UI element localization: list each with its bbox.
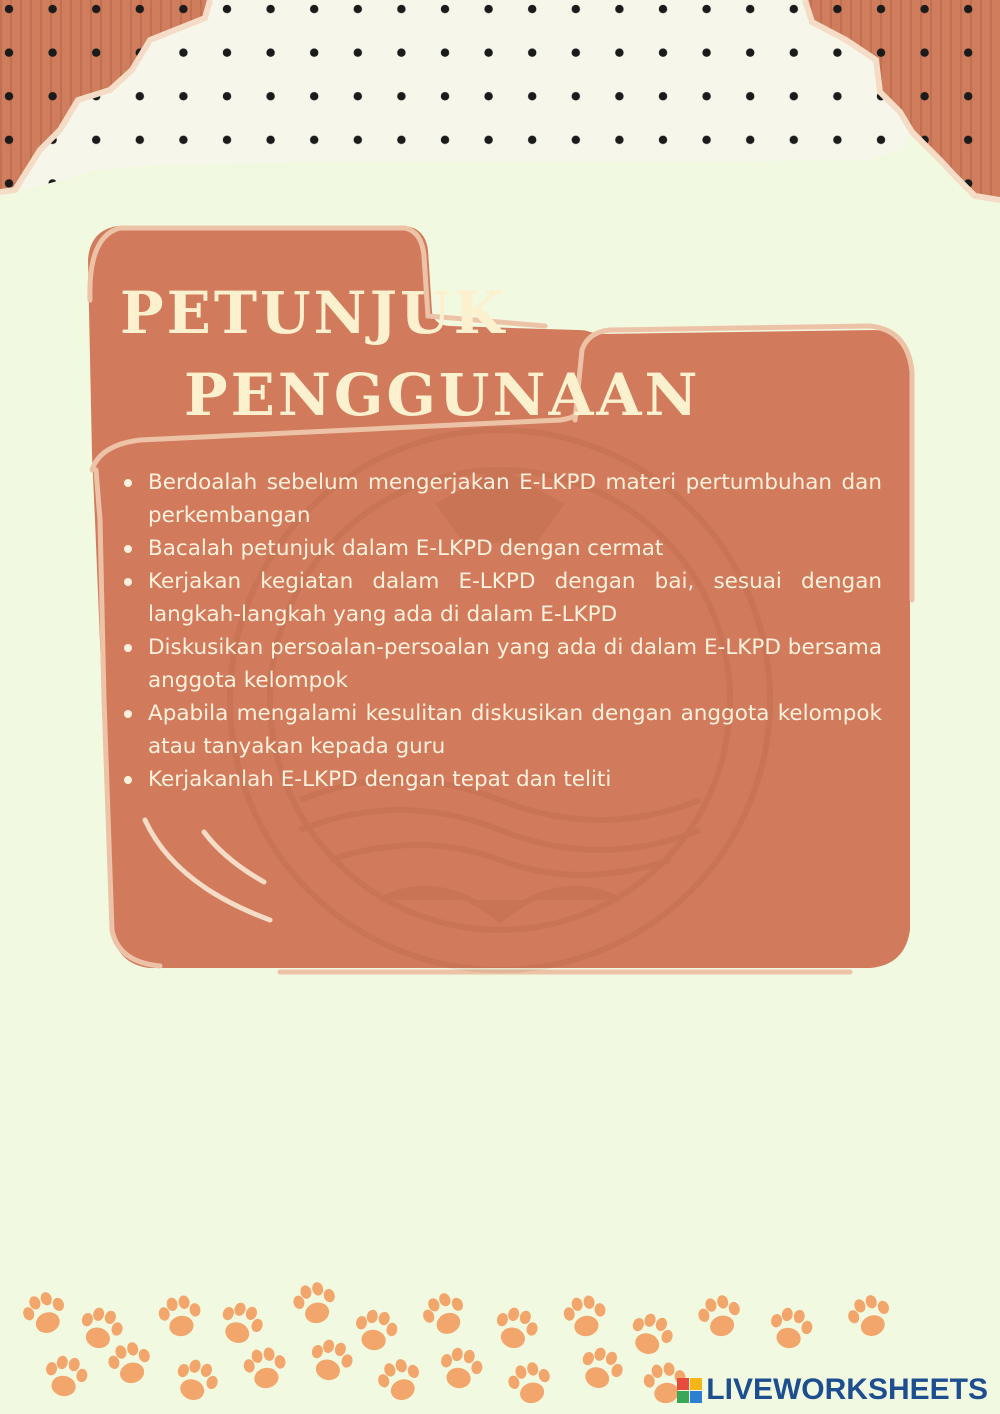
paw-print-icon xyxy=(105,1339,156,1388)
list-item-text: Berdoalah sebelum mengerjakan E-LKPD materi pertumbuhan dan perkembangan xyxy=(148,470,882,528)
brand-icon xyxy=(677,1378,702,1403)
list-item-text: Kerjakanlah E-LKPD dengan tepat dan teliti xyxy=(148,767,612,792)
paw-print-icon xyxy=(215,1298,268,1350)
paw-print-icon xyxy=(437,1345,485,1391)
brand-name: LIVEWORKSHEETS xyxy=(706,1373,988,1406)
paw-print-icon xyxy=(42,1353,90,1399)
liveworksheets-logo xyxy=(677,1373,988,1407)
paw-print-icon xyxy=(241,1345,289,1391)
paw-print-icon xyxy=(19,1287,72,1339)
paw-print-icon xyxy=(505,1359,556,1408)
paw-print-icon xyxy=(695,1292,746,1341)
paw-print-icon xyxy=(156,1293,204,1339)
list-item-text: Bacalah petunjuk dalam E-LKPD dengan cermat xyxy=(148,536,664,561)
paw-print-icon xyxy=(767,1305,815,1351)
paw-print-icon xyxy=(844,1290,897,1342)
paw-print-icon xyxy=(575,1343,628,1395)
page-title-line-2: PENGGUNAAN xyxy=(184,361,701,429)
paw-print-icon xyxy=(352,1307,400,1353)
paw-print-icon xyxy=(491,1304,542,1353)
paw-print-icon xyxy=(625,1309,678,1361)
paw-print-icon xyxy=(561,1293,609,1339)
list-item-text: Kerjakan kegiatan dalam E-LKPD dengan bai, sesuai dengan langkah-langkah yang ada di dalam E-LKPD xyxy=(148,569,882,627)
paw-print-icon xyxy=(374,1354,427,1406)
paw-print-icon xyxy=(170,1355,223,1407)
list-item-text: Apabila mengalami kesulitan diskusikan dengan anggota kelompok atau tanyakan kepada guru xyxy=(148,701,882,759)
paw-print-icon xyxy=(290,1279,341,1328)
page-title-line-1: PETUNJUK xyxy=(120,279,508,347)
paw-print-icon xyxy=(418,1287,473,1341)
list-item-text: Diskusikan persoalan-persoalan yang ada di dalam E-LKPD bersama anggota kelompok xyxy=(148,635,882,693)
paw-print-icon xyxy=(306,1336,357,1385)
